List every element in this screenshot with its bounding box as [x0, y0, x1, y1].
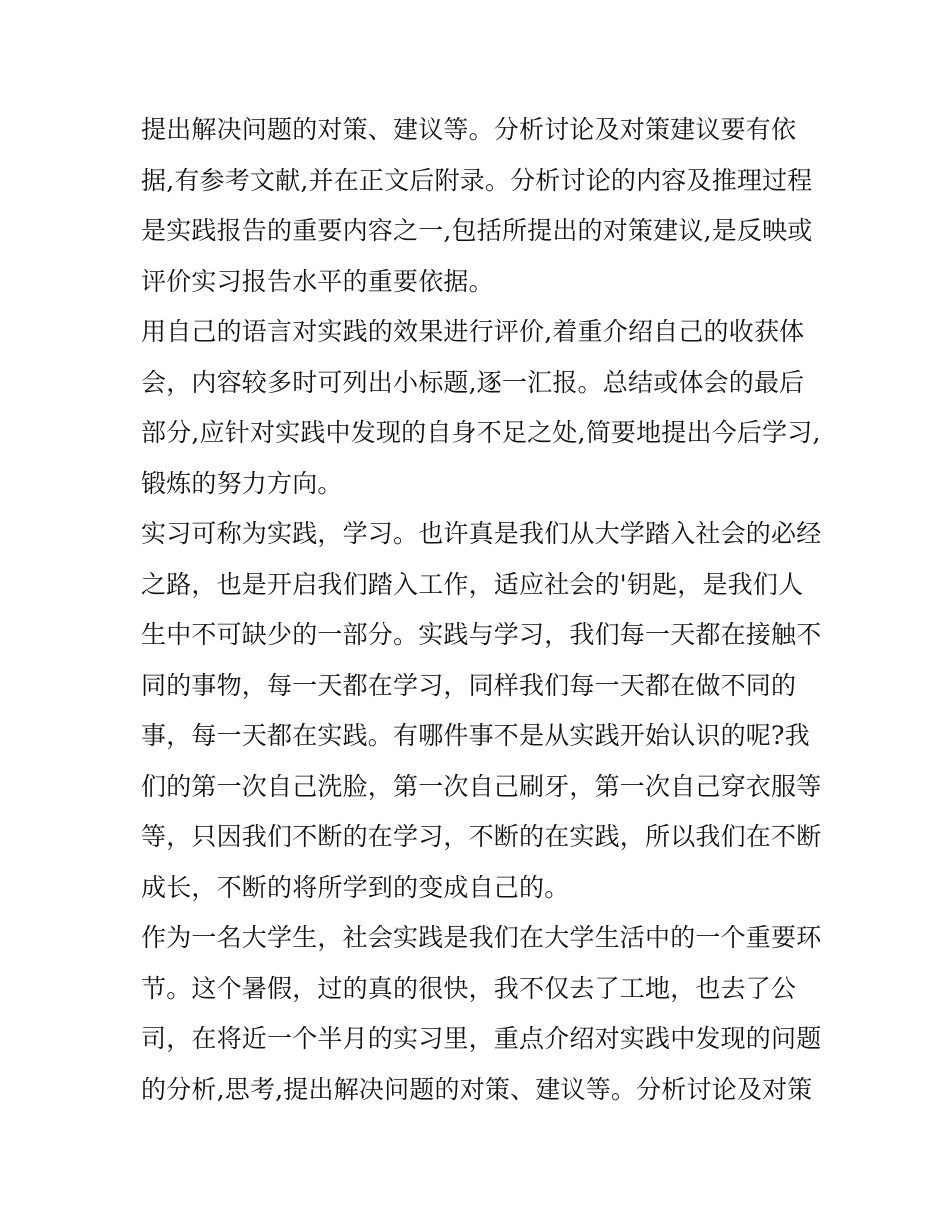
- text-line: 实习可称为实践，学习。也许真是我们从大学踏入社会的必经: [141, 519, 822, 548]
- text-line: 部分,应针对实践中发现的自身不足之处,简要地提出今后学习,: [141, 418, 821, 447]
- text-line: 节。这个暑假，过的真的很快，我不仅去了工地，也去了公: [141, 973, 797, 1003]
- text-line: 生中不可缺少的一部分。实践与学习，我们每一天都在接触不: [141, 620, 822, 649]
- text-line: 事，每一天都在实践。有哪件事不是从实践开始认识的呢?我: [141, 721, 810, 750]
- text-line: 锻炼的努力方向。: [141, 468, 343, 498]
- text-line: 是实践报告的重要内容之一,包括所提出的对策建议,是反映或: [141, 216, 813, 245]
- text-line: 的分析,思考,提出解决问题的对策、建议等。分析讨论及对策: [141, 1074, 813, 1104]
- text-line: 用自己的语言对实践的效果进行评价,着重介绍自己的收获体: [141, 317, 805, 346]
- text-line: 提出解决问题的对策、建议等。分析讨论及对策建议要有依: [141, 115, 797, 144]
- text-line: 们的第一次自己洗脸，第一次自己刷牙，第一次自己穿衣服等: [141, 771, 822, 801]
- text-line: 评价实习报告水平的重要依据。: [141, 266, 494, 296]
- paragraph-1: [141, 105, 813, 307]
- text-line: 之路，也是开启我们踏入工作，适应社会的'钥匙，是我们人: [141, 569, 804, 599]
- text-line: 作为一名大学生，社会实践是我们在大学生活中的一个重要环: [141, 923, 822, 952]
- paragraph-4: [141, 913, 822, 1115]
- text-line: 成长，不断的将所学到的变成自己的。: [141, 872, 570, 902]
- text-line: 等，只因我们不断的在学习，不断的在实践，所以我们在不断: [141, 822, 822, 851]
- text-line: 据,有参考文献,并在正文后附录。分析讨论的内容及推理过程: [141, 165, 813, 195]
- text-line: 司，在将近一个半月的实习里，重点介绍对实践中发现的问题: [141, 1024, 822, 1053]
- text-line: 同的事物，每一天都在学习，同样我们每一天都在做不同的: [141, 670, 797, 700]
- paragraph-2: [141, 307, 821, 509]
- document-body: [141, 105, 822, 1115]
- text-line: 会，内容较多时可列出小标题,逐一汇报。总结或体会的最后: [141, 367, 805, 397]
- paragraph-3: [141, 509, 822, 913]
